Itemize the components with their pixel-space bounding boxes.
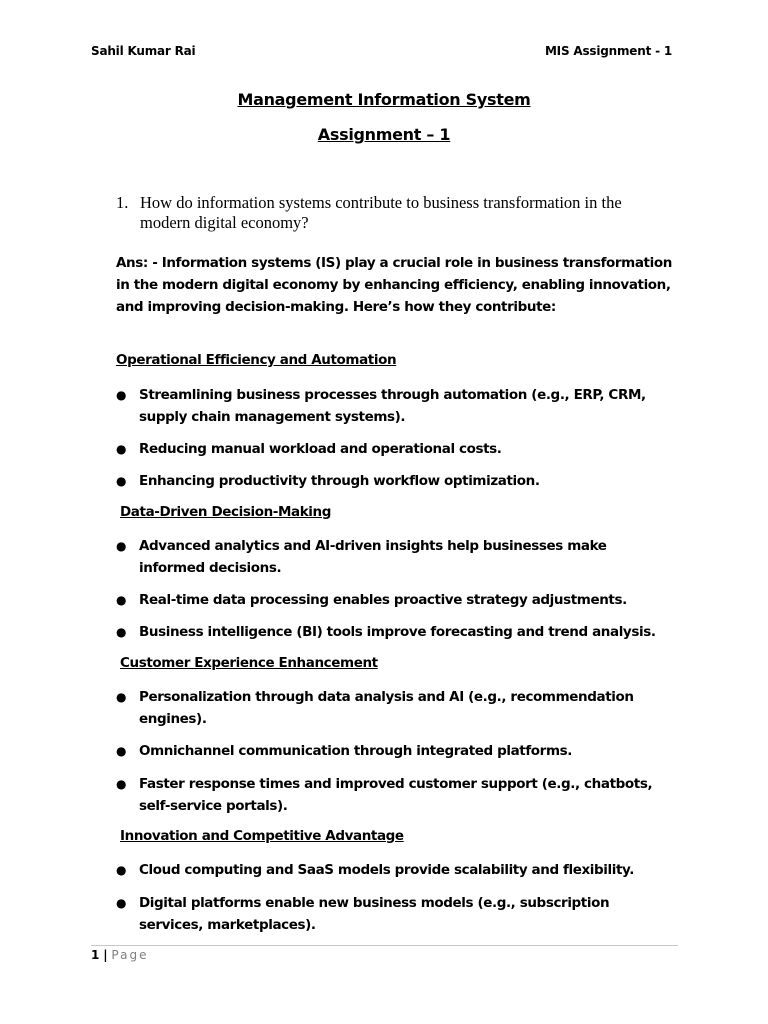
section-heading-innovation: Innovation and Competitive Advantage [120,828,404,844]
section-heading-data-driven: Data-Driven Decision-Making [120,504,332,520]
list-item-text: Advanced analytics and AI-driven insights help businesses make informed decisions. [139,538,607,576]
header-author: Sahil Kumar Rai [91,44,196,58]
list-item-text: Business intelligence (BI) tools improve forecasting and trend analysis. [139,624,656,640]
bullet-icon: ● [116,744,127,758]
page-label: Page [111,948,149,962]
page-footer [91,948,148,962]
question-1 [116,193,676,233]
assignment-title: Assignment – 1 [317,125,451,144]
answer-intro: Ans: - Information systems (IS) play a crucial role in business transformation in the modern digital economy by enhancing efficiency, enabling innovation, and improving decision-making. Here’s how they contribute: [116,255,672,315]
bullet-icon: ● [116,442,127,456]
question-text: How do information systems contribute to business transformation in the modern digital economy? [140,193,622,232]
bullet-icon: ● [116,388,127,402]
list-item [116,859,676,881]
list-item [116,686,676,730]
bullet-icon: ● [116,896,127,910]
list-item-text: Faster response times and improved customer support (e.g., chatbots, self-service portals). [139,776,653,814]
list-item [116,470,676,492]
list-item [116,773,676,817]
list-item-text: Streamlining business processes through automation (e.g., ERP, CRM, supply chain management systems). [139,387,646,425]
footer-separator: | [103,948,108,962]
list-item [116,740,676,762]
list-item-text: Digital platforms enable new business models (e.g., subscription services, marketplaces). [139,895,610,933]
list-item [116,589,676,611]
footer-divider [91,945,678,946]
list-item [116,621,676,643]
header-document-label: MIS Assignment - 1 [544,44,672,58]
bullet-icon: ● [116,539,127,553]
list-item-text: Cloud computing and SaaS models provide scalability and flexibility. [139,862,634,878]
section-heading-customer-experience: Customer Experience Enhancement [120,655,378,671]
bullet-icon: ● [116,625,127,639]
list-item-text: Personalization through data analysis and AI (e.g., recommendation engines). [139,689,634,727]
document-title: Management Information System [237,90,531,109]
bullet-icon: ● [116,777,127,791]
page-number: 1 [91,948,100,962]
list-item [116,438,676,460]
bullet-icon: ● [116,593,127,607]
list-item-text: Real-time data processing enables proactive strategy adjustments. [139,592,627,608]
bullet-icon: ● [116,474,127,488]
list-item-text: Omnichannel communication through integrated platforms. [139,743,572,759]
bullet-icon: ● [116,690,127,704]
question-number: 1. [116,193,129,212]
list-item [116,384,676,428]
list-item [116,535,676,579]
list-item-text: Enhancing productivity through workflow optimization. [139,473,540,489]
list-item-text: Reducing manual workload and operational costs. [139,441,502,457]
list-item [116,892,676,936]
section-heading-operational-efficiency: Operational Efficiency and Automation [116,352,397,368]
bullet-icon: ● [116,863,127,877]
